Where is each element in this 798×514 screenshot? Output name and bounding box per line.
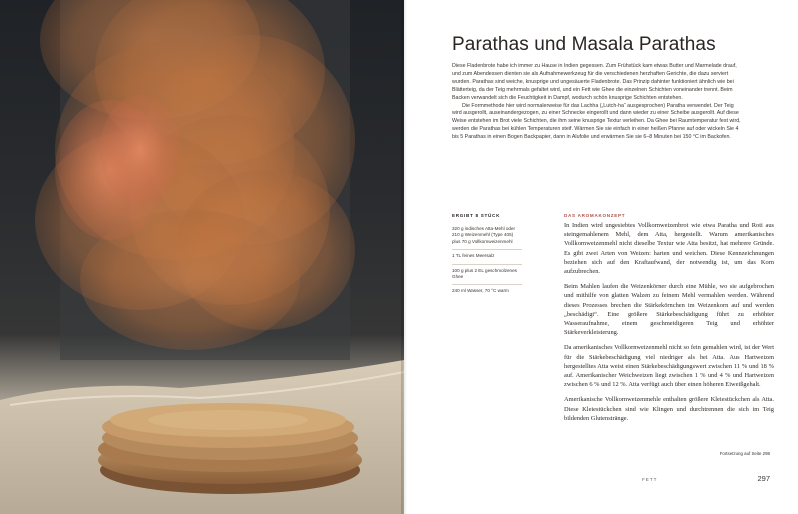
page-number: 297 bbox=[757, 474, 770, 483]
aroma-paragraph: Beim Mahlen laufen die Weizenkörner durch eine Mühle, wo sie aufgebrochen und mithilfe von glatten Walzen zu feinem Mehl vermahlen werden. Während dieses Prozesses brechen die Stärkekörnchen im Weizenkorn auf und werden „beschädigt“. Eine größere Stärkebeschädigung führt zu erhöhter Wasseraufnahme, einem geschmeidigeren Teig und erhöhter Stärkeverkleisterung. bbox=[564, 283, 774, 337]
intro-paragraph: Die Formmethode hier wird normalerweise für das Lachha („Lutch-ha“ ausgesprochen) Paratha verwendet. Der Teig wird ausgerollt, auseinandergezogen, zu einer Schnecke eingerollt und dann wieder zu einer Scheibe ausgerollt. Auf diese Weise entstehen im Brot viele Schichten, die ihm seine knusprige Textur verleihen. Da Ghee bei Raumtemperatur fest wird, werden die Parathas bei kühlen Temperaturen steif. Wärmen Sie sie einfach in einer heißen Pfanne auf oder wickeln Sie 4 bis 5 Parathas in einen Bogen Backpapier, dann in Alufolie und erwärmen Sie sie 6–8 Minuten bei 150 °C im Backofen. bbox=[452, 102, 741, 141]
recipe-title: Parathas und Masala Parathas bbox=[452, 34, 716, 55]
ingredient-item: 320 g indisches Atta-Mehl oder 210 g Weizenmehl (Type 405) plus 70 g Vollkornweizenmehl bbox=[452, 226, 516, 244]
yield-label: ERGIBT 8 STÜCK bbox=[452, 213, 501, 218]
continued-note: Fortsetzung auf Seite 298 bbox=[719, 451, 770, 456]
ingredients-column bbox=[452, 213, 522, 299]
ingredient-item: 240 ml Wasser, 70 °C warm bbox=[452, 284, 522, 298]
ingredient-item: 1 TL feines Meersalz bbox=[452, 249, 522, 263]
intro-text bbox=[452, 63, 742, 142]
recipe-page bbox=[404, 0, 798, 514]
aroma-paragraph: In Indien wird ungesiebtes Vollkornweizenbrot wie etwa Paratha und Roti aus steingemahlenem Mehl, dem Atta, hergestellt. Warum amerikanisches Vollkornweizenmehl nicht dieselbe Textur wie Atta besitzt, hat mehrere Gründe. Es gibt zwei Arten von Weizen: harten und weichen. Diese Kennzeichnungen beziehen sich auf den Kraftaufwand, der notwendig ist, um das Korn aufzubrechen. bbox=[564, 222, 774, 276]
ingredient-item: 100 g plus 2 EL geschmolzenes Ghee bbox=[452, 264, 522, 285]
aroma-concept-heading: DAS AROMAKONZEPT bbox=[564, 213, 626, 218]
ingredient-list bbox=[452, 226, 522, 299]
aroma-paragraph: Amerikanische Vollkornweizenmehle enthalten größere Kleiestückchen als Atta. Diese Kleiestückchen sind wie Klingen und durchtrennen die sich im Teig bildenden Glutenstränge. bbox=[564, 396, 774, 422]
running-footer-section: FETT bbox=[642, 477, 658, 482]
intro-paragraph: Diese Fladenbrote habe ich immer zu Hause in Indien gegessen. Zum Frühstück kam etwas Butter und Marmelade drauf, und zum Abendessen dienten sie als Aufnahmewerkzeug für die verschiedenen herzhaften Gerichte, die dazu serviert wurden. Parathas sind weiche, knusprige und ungesäuerte Fladenbrote. Das Prinzip dahinter funktioniert ähnlich wie bei Blätterteig, da der Teig mehrmals gefaltet wird, und ein Fett wie Ghee die einzelnen Schichten voneinander trennt. Beim Backen verwandelt sich die Feuchtigkeit in Dampf, wodurch schön knusprige Schichten entstehen. bbox=[452, 63, 737, 101]
aroma-concept-column bbox=[564, 213, 774, 429]
aroma-paragraph: Da amerikanisches Vollkornweizenmehl nicht so fein gemahlen wird, ist der Wert für die Stärkebeschädigung viel niedriger als bei Atta. Aus Hartweizen hergestelltes Atta weist einen Stärkebeschädigungswert zwischen 11 % und 18 % auf. Amerikanischer Weichweizen liegt zwischen 1 % und 4 % und Hartweizen zwischen 6 % und 12 %. Atta verfügt auch über einen höheren Eiweißgehalt. bbox=[564, 344, 774, 389]
